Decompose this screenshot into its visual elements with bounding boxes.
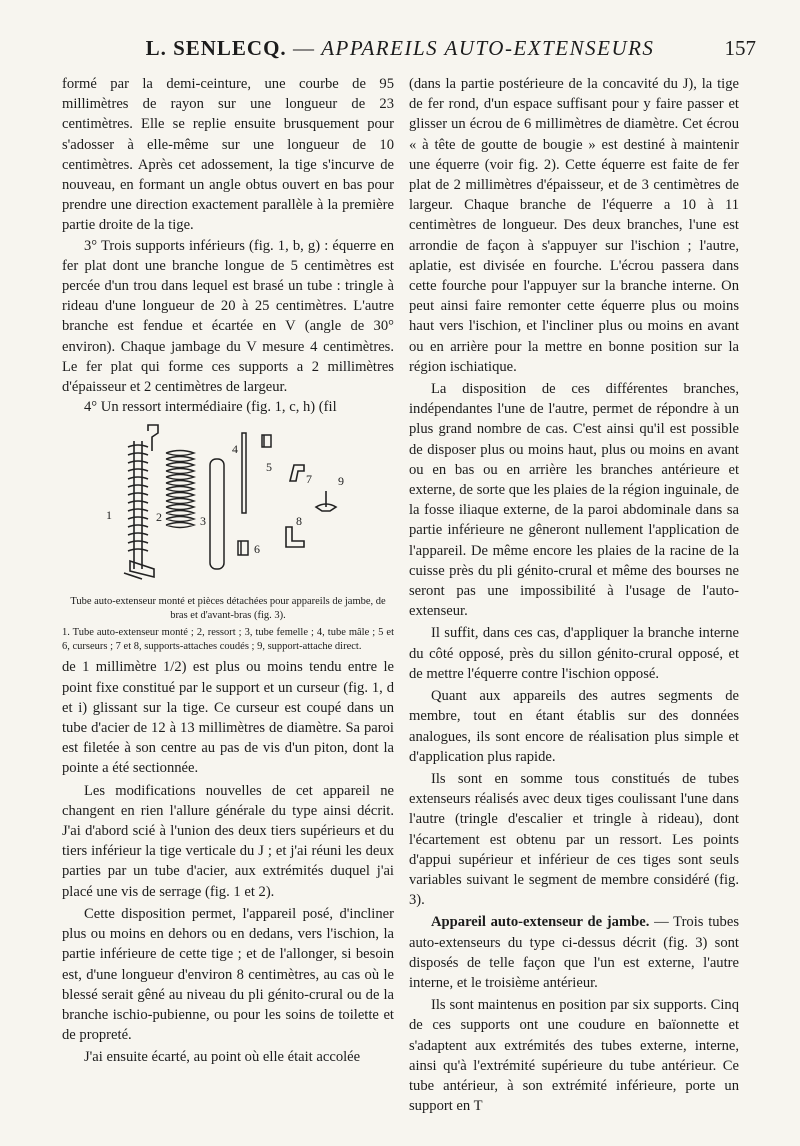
figure-illustration bbox=[62, 421, 394, 593]
figure-label-5: 5 bbox=[266, 460, 272, 475]
bent-support-8-drawing bbox=[286, 527, 304, 547]
figure-caption: Tube auto-extenseur monté et pièces détachées pour appareils de jambe, de bras et d'avant-bras (fig. 3). bbox=[70, 596, 386, 621]
paragraph: La disposition de ces différentes branches, indépendantes l'une de l'autre, permet de répondre à un plus grand nombre de cas. C'est ainsi qu'il est possible de disposer plus ou moins haut, plus ou moins en avant ou en bas ou en arrière les branches antérieure et externe, de sorte que les plaies de la région inguinale, de la fosse iliaque externe, de la paroi abdominale dans sa partie inférieure ne gêneront nullement l'application de l'appareil. De même encore les plaies de la racine de la cuisse près du pli génito-crural et même des bourses ne seront pas une impossibilité à l'usage de l'auto-extenseur. bbox=[409, 381, 739, 620]
spring-drawing bbox=[166, 451, 194, 528]
paragraph: Quant aux appareils des autres segments de membre, tout en étant établis sur des données analogues, ils sont encore de réalisation plus simple et d'application plus rapide. bbox=[409, 688, 739, 765]
paragraph: formé par la demi-ceinture, une courbe de 95 millimètres de rayon sur une longueur de 23 centimètres. Elle se replie ensuite brusquement pour s'adosser à elle-même sur une longueur de 10 centimètres. Après cet adossement, la tige s'incurve de nouveau, en formant un angle obtus ouvert en bas pour prendre une direction exactement parallèle à la première partie droite de la tige. bbox=[62, 76, 394, 234]
paragraph bbox=[409, 912, 739, 993]
paragraph: (dans la partie postérieure de la concavité du J), la tige de fer rond, d'un espace suffisant pour y faire passer et glisser un écrou de 6 millimètres de diamètre. Cet écrou « à tête de goutte de bougie » est destiné à maintenir une équerre (voir fig. 2). Cette équerre est faite de fer plat de 2 millimètres d'épaisseur, et de 3 centimètres de largeur. Chaque branche de l'équerre a 10 à 11 centimètres de longueur. Des deux branches, l'une est arrondie de façon à s'appuyer sur l'ischion ; l'autre, aplatie, est divisée en fourche. L'écrou passera dans cette fourche pour l'appuyer sur la branche interne. On peut ainsi faire remonter cette équerre plus ou moins haut vers l'ischion, et l'incliner plus ou moins en avant ou en arrière pour la mettre en bonne position sur la région ischiatique. bbox=[409, 76, 739, 375]
running-header bbox=[0, 36, 800, 70]
section-text: — Trois tubes auto-extenseurs du type ci-dessus décrit (fig. 3) sont disposés de telle façon que l'un est externe, l'autre interne, et le troisième antérieur. bbox=[409, 914, 740, 991]
paragraph: Cette disposition permet, l'appareil posé, d'incliner plus ou moins en dehors ou en dedans, vers l'ischion, la partie inférieure de cette tige ; et de l'allonger, si besoin est, d'une longueur d'environ 8 centimètres, au cas où le blessé serait gêné au niveau du pli génito-crural ou de la branche ischio-pubienne, ou pour les soins de toilette et de propreté. bbox=[62, 905, 394, 1044]
female-tube-drawing bbox=[210, 459, 224, 569]
paragraph: 3° Trois supports inférieurs (fig. 1, b, g) : équerre en fer plat dont une branche longue de 5 centimètres est percée d'un trou dans lequel est brasé un tube : tringle à rideau d'une longueur de 20 à 25 centimètres. L'autre branche est fendue et écartée en V (angle de 30° environ). Chaque jambage du V mesure 4 centimètres. Le fer plat qui forme ces supports a 2 millimètres d'épaisseur et 2 centimètres de largeur. bbox=[62, 237, 394, 396]
paragraph: Les modifications nouvelles de cet appareil ne changent en rien l'allure générale du type ainsi décrit. J'ai d'abord scié à l'union des deux tiers supérieurs et du tiers inférieur la tige verticale du J ; et j'ai réuni les deux parties par un tube d'acier, aux extrémités duquel j'ai placé une vis de serrage (fig. 1 et 2). bbox=[62, 782, 394, 900]
male-tube-drawing bbox=[242, 433, 246, 513]
bent-support-7-drawing bbox=[290, 465, 304, 481]
paragraph: Ils sont en somme tous constitués de tubes extenseurs réalisés avec deux tiges coulissant l'une dans l'autre (tringle d'escalier et tringle à rideau), dont l'écartement est obtenu par un ressort. Les points d'appui supérieur et inférieur de ces tiges sont seuls variables suivant le segment de membre considéré (fig. 3). bbox=[409, 770, 739, 909]
figure-label-7: 7 bbox=[306, 472, 312, 487]
paragraph: Ils sont maintenus en position par six supports. Cinq de ces supports ont une coudure en baïonnette et s'adaptent aux extrémités des tubes externe, interne, ainsi qu'à l'extrémité supérieure du tube antérieur. Ce tube antérieur, à son extrémité inférieure, porte un support en T bbox=[409, 997, 739, 1115]
figure-3 bbox=[62, 421, 394, 653]
section-heading: Appareil auto-extenseur de jambe. bbox=[431, 914, 650, 931]
figure-label-6: 6 bbox=[254, 542, 260, 557]
header-author: L. SENLECQ. bbox=[145, 36, 287, 60]
header-separator: — bbox=[286, 36, 322, 60]
paragraph: de 1 millimètre 1/2) est plus ou moins tendu entre le point fixe constitué par le support et un curseur (fig. 1, d et i) glissant sur la tige. Ce curseur est coupé dans un tube d'acier de 12 à 13 millimètres de diamètre. Sa paroi est filetée à son centre au pas de vis d'un piton, dont la pointe a été sectionnée. bbox=[62, 659, 394, 777]
page-number: 157 bbox=[724, 36, 756, 60]
figure-label-9: 9 bbox=[338, 474, 344, 489]
header-title bbox=[0, 36, 800, 61]
paragraph: J'ai ensuite écarté, au point où elle était accolée bbox=[84, 1049, 361, 1066]
figure-label-2: 2 bbox=[156, 510, 162, 525]
figure-label-8: 8 bbox=[296, 514, 302, 529]
paragraph: 4° Un ressort intermédiaire (fig. 1, c, h) (fil bbox=[84, 399, 337, 416]
right-column bbox=[409, 74, 739, 1116]
slider-6-drawing bbox=[238, 541, 248, 555]
paragraph: Il suffit, dans ces cas, d'appliquer la branche interne du côté opposé, près du sillon génito-crural opposé, et de mettre l'équerre contre l'ischion opposé. bbox=[409, 625, 739, 682]
figure-label-3: 3 bbox=[200, 514, 206, 529]
left-column bbox=[62, 74, 394, 1068]
figure-label-4: 4 bbox=[232, 442, 238, 457]
figure-legend: 1. Tube auto-extenseur monté ; 2, ressort ; 3, tube femelle ; 4, tube mâle ; 5 et 6, curseurs ; 7 et 8, supports-attaches coudés ; 9, support-attache direct. bbox=[62, 627, 394, 652]
header-subject: APPAREILS AUTO-EXTENSEURS bbox=[321, 36, 655, 60]
assembled-tube-drawing bbox=[124, 425, 158, 579]
figure-label-1: 1 bbox=[106, 508, 112, 523]
slider-5-drawing bbox=[262, 435, 271, 447]
direct-support-9-drawing bbox=[316, 491, 336, 511]
